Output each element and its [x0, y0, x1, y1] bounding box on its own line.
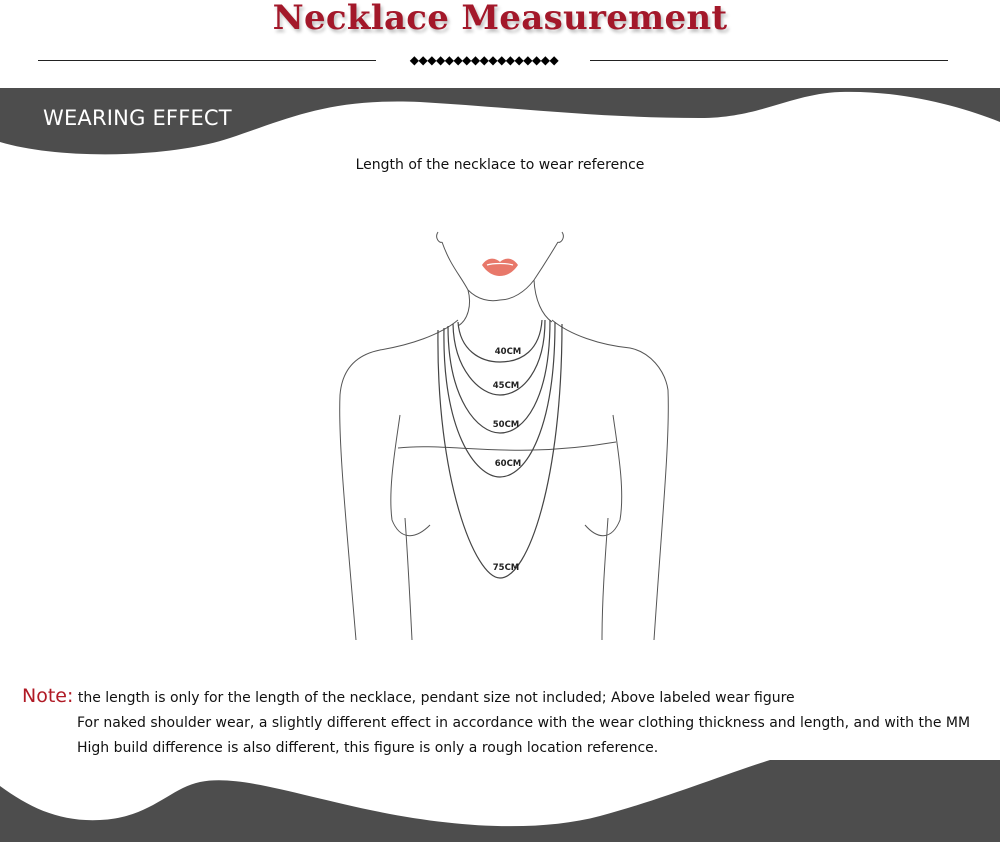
- divider-line-left: [38, 60, 376, 61]
- lips-icon: [482, 259, 518, 276]
- note-line-3: High build difference is also different, this figure is only a rough location reference.: [77, 740, 659, 756]
- length-label-40: 40CM: [494, 347, 522, 357]
- note-line-2: For naked shoulder wear, a slightly different effect in accordance with the wear clothing thickness and length, and with the MM: [77, 715, 971, 731]
- note-label: Note:: [22, 685, 74, 707]
- length-label-75: 75CM: [492, 563, 520, 573]
- figure-subtitle: Length of the necklace to wear reference: [355, 157, 645, 173]
- note-text-1: the length is only for the length of the necklace, pendant size not included; Above labeled wear figure: [77, 690, 795, 706]
- note-block: [22, 684, 992, 761]
- note-line-1: [22, 684, 992, 711]
- title-divider: [38, 52, 948, 68]
- necklace-length-figure: [330, 220, 670, 650]
- length-label-45: 45CM: [492, 381, 520, 391]
- page-title: Necklace Measurement: [272, 0, 728, 38]
- length-label-60: 60CM: [494, 459, 522, 469]
- section-label: WEARING EFFECT: [43, 106, 232, 130]
- diamond-ornament-icon: ◆◆◆◆◆◆◆◆◆◆◆◆◆◆◆◆◆: [409, 53, 559, 67]
- bottom-wave-band: [0, 756, 1000, 842]
- divider-line-right: [590, 60, 948, 61]
- length-label-50: 50CM: [492, 420, 520, 430]
